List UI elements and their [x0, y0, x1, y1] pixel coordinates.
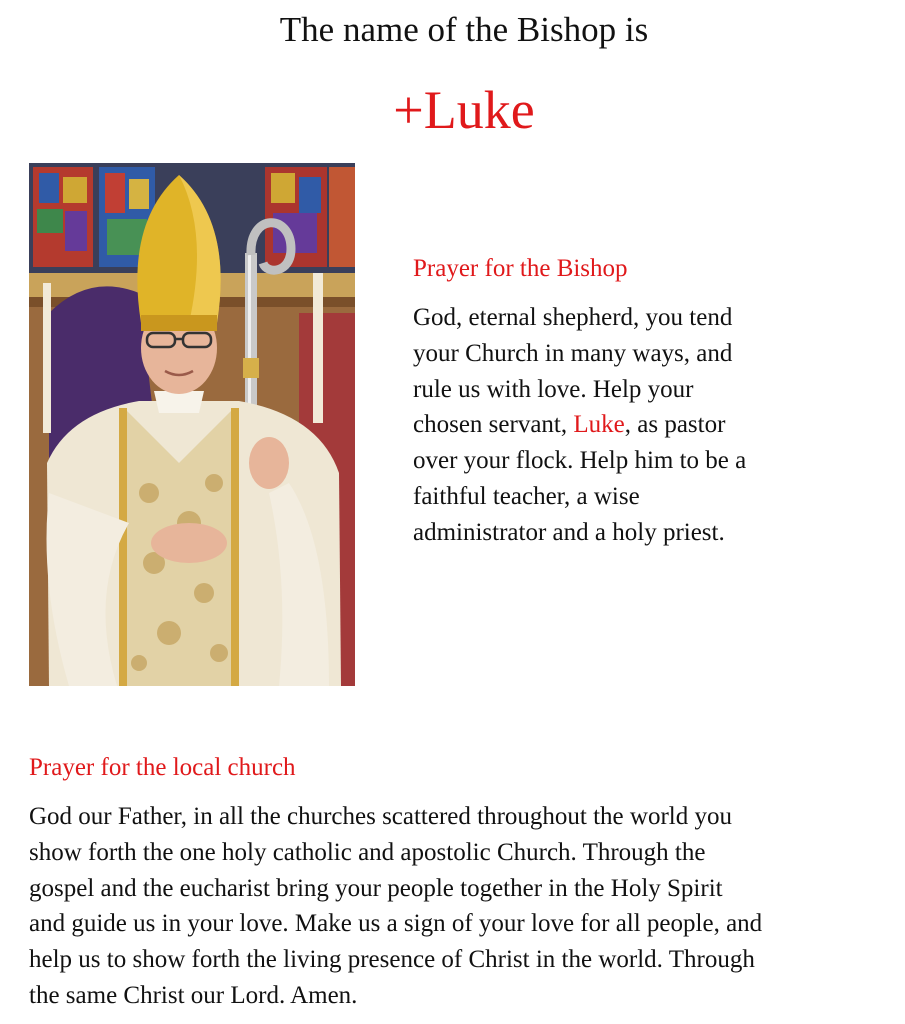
prayer-church-line: the same Christ our Lord. Amen. [29, 981, 358, 1009]
prayer-church-title: Prayer for the local church [29, 754, 296, 781]
prayer-bishop-line: rule us with love. Help your [413, 375, 694, 403]
prayer-bishop-line: your Church in many ways, and [413, 339, 733, 367]
prayer-bishop-line-end: , as pastor [624, 411, 726, 439]
prayer-church-line: and guide us in your love. Make us a sign of your love for all people, and [29, 910, 763, 938]
prayer-bishop-line: over your flock. Help him to be a [413, 447, 747, 475]
prayer-bishop-line [413, 407, 833, 443]
bishop-name-inline: Luke [573, 411, 625, 439]
prayer-church-text [29, 799, 899, 1014]
page-heading: The name of the Bishop is [279, 10, 649, 49]
prayer-bishop-line: God, eternal shepherd, you tend [413, 304, 733, 331]
bishop-name: +Luke [393, 80, 535, 140]
prayer-church-line: God our Father, in all the churches scattered throughout the world you [29, 803, 732, 830]
prayer-bishop-text [413, 300, 833, 551]
prayer-bishop-line: faithful teacher, a wise [413, 482, 640, 510]
prayer-church-line: help us to show forth the living presence of Christ in the world. Through [29, 946, 755, 974]
prayer-bishop-line: administrator and a holy priest. [413, 518, 725, 546]
prayer-church-line: gospel and the eucharist bring your people together in the Holy Spirit [29, 874, 723, 902]
bishop-photo [29, 163, 355, 686]
prayer-bishop-title: Prayer for the Bishop [413, 255, 628, 282]
prayer-bishop-line-start: chosen servant, [413, 411, 574, 439]
prayer-church-line: show forth the one holy catholic and apostolic Church. Through the [29, 838, 706, 866]
